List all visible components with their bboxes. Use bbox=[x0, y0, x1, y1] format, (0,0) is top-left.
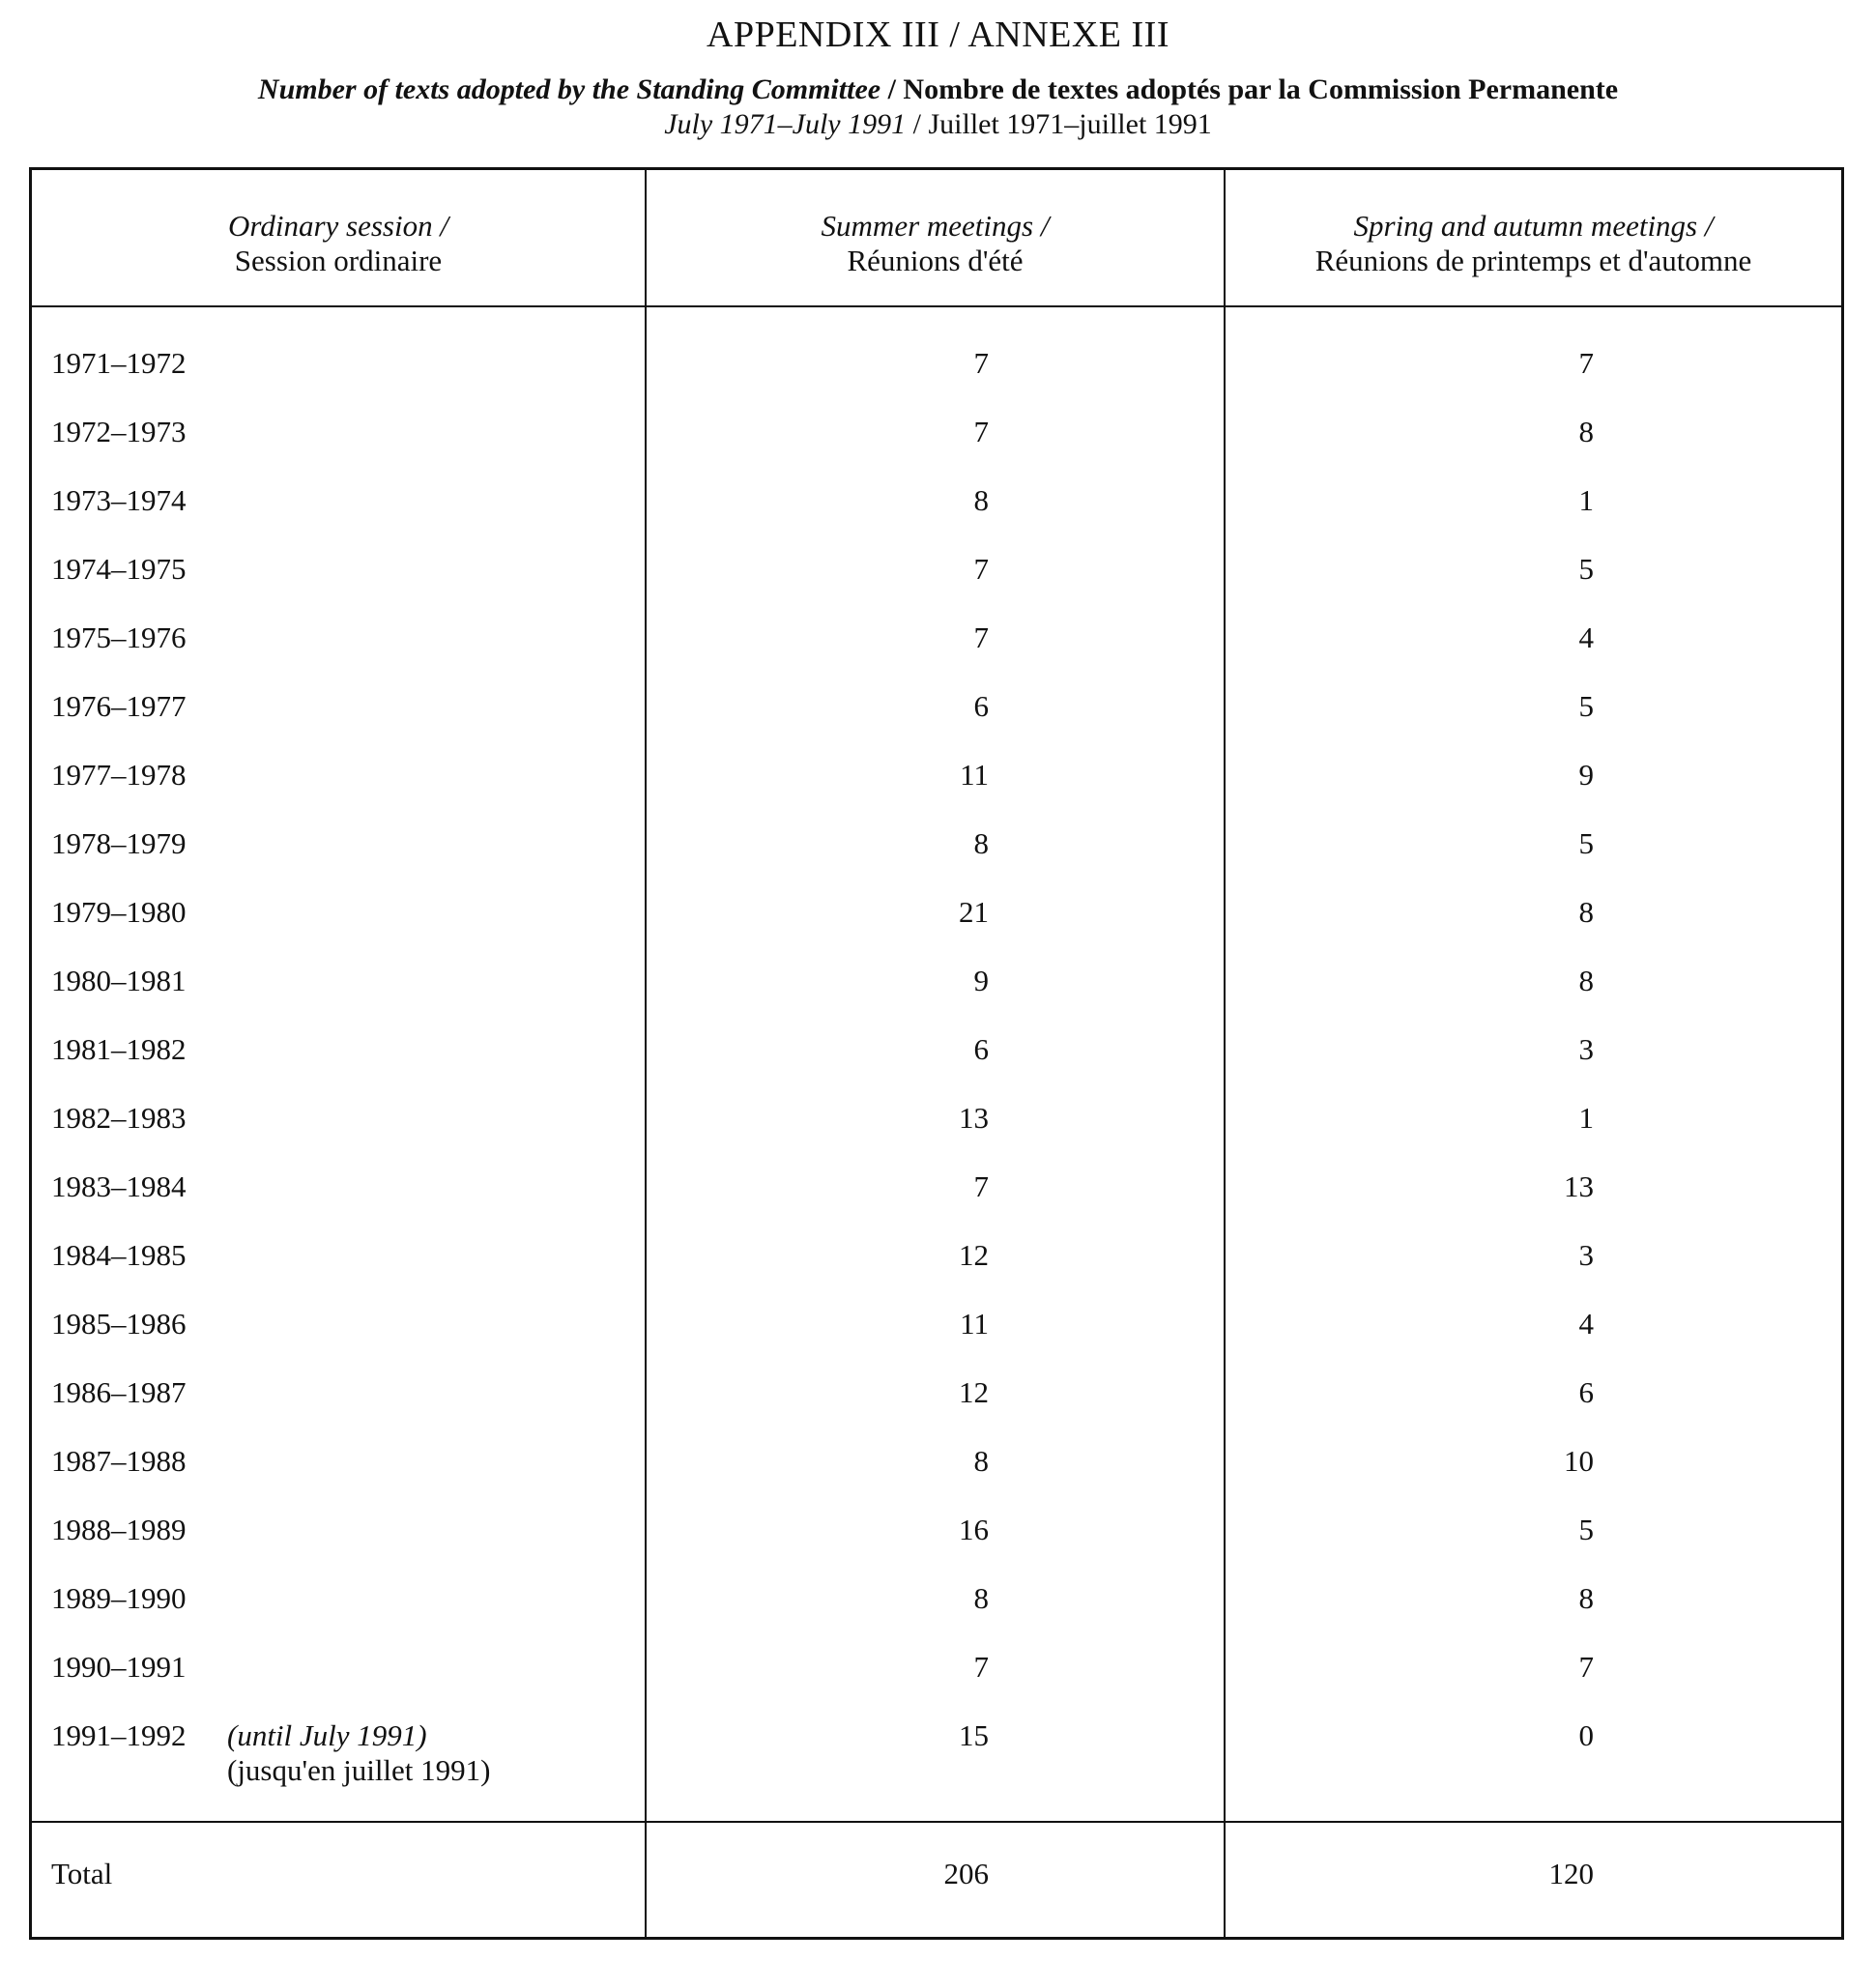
header-spring-autumn-meetings bbox=[1226, 209, 1841, 278]
session-cell: 1977–1978 bbox=[51, 758, 187, 792]
table-row bbox=[32, 1375, 1841, 1444]
table-row bbox=[32, 1581, 1841, 1650]
spring-autumn-cell: 7 bbox=[1578, 1650, 1594, 1684]
subtitle-separator: / bbox=[880, 73, 904, 105]
period-english: July 1971–July 1991 bbox=[664, 108, 907, 140]
summer-cell: 11 bbox=[960, 1307, 989, 1341]
summer-cell: 13 bbox=[959, 1101, 989, 1135]
table-row bbox=[32, 1444, 1841, 1513]
session-note-english: (until July 1991) bbox=[227, 1718, 427, 1752]
spring-autumn-cell: 10 bbox=[1564, 1444, 1594, 1478]
table-row bbox=[32, 1101, 1841, 1169]
summer-cell: 12 bbox=[959, 1375, 989, 1409]
header-en: Summer meetings / bbox=[821, 209, 1050, 243]
spring-autumn-cell: 13 bbox=[1564, 1169, 1594, 1203]
session-cell: 1981–1982 bbox=[51, 1032, 187, 1066]
total-spring: 120 bbox=[1548, 1857, 1594, 1890]
summer-cell: 21 bbox=[959, 895, 989, 929]
spring-autumn-cell: 5 bbox=[1578, 689, 1594, 723]
spring-autumn-cell: 6 bbox=[1578, 1375, 1594, 1409]
session-cell: 1979–1980 bbox=[51, 895, 187, 929]
summer-cell: 8 bbox=[973, 483, 989, 517]
spring-autumn-cell: 1 bbox=[1578, 1101, 1594, 1135]
table-row bbox=[32, 895, 1841, 964]
spring-autumn-cell: 3 bbox=[1578, 1238, 1594, 1272]
header-en: Ordinary session / bbox=[228, 209, 448, 243]
table-row bbox=[32, 689, 1841, 758]
session-cell: 1973–1974 bbox=[51, 483, 187, 517]
session-note-french: (jusqu'en juillet 1991) bbox=[227, 1753, 491, 1787]
session-cell: 1990–1991 bbox=[51, 1650, 187, 1684]
spring-autumn-cell: 0 bbox=[1578, 1718, 1594, 1752]
spring-autumn-cell: 3 bbox=[1578, 1032, 1594, 1066]
summer-cell: 7 bbox=[973, 620, 989, 654]
session-cell: 1975–1976 bbox=[51, 620, 187, 654]
table-row bbox=[32, 415, 1841, 483]
session-cell: 1980–1981 bbox=[51, 964, 187, 997]
period-separator: / bbox=[906, 108, 929, 140]
spring-autumn-cell: 1 bbox=[1578, 483, 1594, 517]
total-summer: 206 bbox=[943, 1857, 989, 1890]
session-cell: 1976–1977 bbox=[51, 689, 187, 723]
session-cell: 1986–1987 bbox=[51, 1375, 187, 1409]
spring-autumn-cell: 5 bbox=[1578, 1513, 1594, 1546]
session-cell: 1989–1990 bbox=[51, 1581, 187, 1615]
header-fr: Réunions d'été bbox=[847, 244, 1024, 277]
summer-cell: 7 bbox=[973, 415, 989, 448]
session-cell: 1991–1992 (until July 1991) (jusqu'en juillet 1991) bbox=[51, 1718, 491, 1787]
spring-autumn-cell: 8 bbox=[1578, 964, 1594, 997]
table-row bbox=[32, 1169, 1841, 1238]
header-fr: Session ordinaire bbox=[234, 244, 443, 277]
table-row bbox=[32, 1032, 1841, 1101]
session-cell: 1974–1975 bbox=[51, 552, 187, 586]
spring-autumn-cell: 8 bbox=[1578, 895, 1594, 929]
table-row bbox=[32, 1650, 1841, 1718]
table-row bbox=[32, 1718, 1841, 1787]
period-french: Juillet 1971–juillet 1991 bbox=[928, 108, 1212, 140]
summer-cell: 16 bbox=[959, 1513, 989, 1546]
total-label: Total bbox=[51, 1857, 113, 1890]
document-title: APPENDIX III / ANNEXE III bbox=[707, 14, 1169, 55]
table-row bbox=[32, 758, 1841, 826]
spring-autumn-cell: 7 bbox=[1578, 346, 1594, 380]
session-cell: 1982–1983 bbox=[51, 1101, 187, 1135]
document-subtitle bbox=[0, 73, 1876, 106]
header-summer-meetings bbox=[647, 209, 1224, 278]
header-en: Spring and autumn meetings / bbox=[1353, 209, 1714, 243]
table-row bbox=[32, 483, 1841, 552]
session-cell: 1972–1973 bbox=[51, 415, 187, 448]
table-row bbox=[32, 552, 1841, 620]
summer-cell: 6 bbox=[973, 689, 989, 723]
summer-cell: 6 bbox=[973, 1032, 989, 1066]
session-cell: 1985–1986 bbox=[51, 1307, 187, 1341]
summer-cell: 7 bbox=[973, 1650, 989, 1684]
spring-autumn-cell: 8 bbox=[1578, 1581, 1594, 1615]
summer-cell: 8 bbox=[973, 1581, 989, 1615]
session-cell: 1987–1988 bbox=[51, 1444, 187, 1478]
summer-cell: 11 bbox=[960, 758, 989, 792]
spring-autumn-cell: 5 bbox=[1578, 552, 1594, 586]
table-row bbox=[32, 1307, 1841, 1375]
table-row bbox=[32, 620, 1841, 689]
summer-cell: 7 bbox=[973, 346, 989, 380]
header-ordinary-session bbox=[32, 209, 645, 278]
total-divider bbox=[32, 1821, 1841, 1823]
summer-cell: 7 bbox=[973, 552, 989, 586]
session-cell: 1988–1989 bbox=[51, 1513, 187, 1546]
document-period bbox=[0, 108, 1876, 141]
summer-cell: 15 bbox=[959, 1718, 989, 1752]
subtitle-french: Nombre de textes adoptés par la Commission Permanente bbox=[903, 73, 1619, 105]
session-cell: 1971–1972 bbox=[51, 346, 187, 380]
texts-table bbox=[29, 167, 1844, 1940]
table-row bbox=[32, 964, 1841, 1032]
session-cell: 1983–1984 bbox=[51, 1169, 187, 1203]
spring-autumn-cell: 9 bbox=[1578, 758, 1594, 792]
summer-cell: 12 bbox=[959, 1238, 989, 1272]
spring-autumn-cell: 4 bbox=[1578, 620, 1594, 654]
summer-cell: 8 bbox=[973, 826, 989, 860]
table-row bbox=[32, 826, 1841, 895]
spring-autumn-cell: 5 bbox=[1578, 826, 1594, 860]
header-divider bbox=[32, 305, 1841, 307]
table-row bbox=[32, 1238, 1841, 1307]
summer-cell: 7 bbox=[973, 1169, 989, 1203]
header-fr: Réunions de printemps et d'automne bbox=[1314, 244, 1752, 277]
summer-cell: 9 bbox=[973, 964, 989, 997]
spring-autumn-cell: 8 bbox=[1578, 415, 1594, 448]
session-cell: 1984–1985 bbox=[51, 1238, 187, 1272]
session-cell: 1978–1979 bbox=[51, 826, 187, 860]
summer-cell: 8 bbox=[973, 1444, 989, 1478]
spring-autumn-cell: 4 bbox=[1578, 1307, 1594, 1341]
table-row bbox=[32, 346, 1841, 415]
table-row bbox=[32, 1513, 1841, 1581]
subtitle-english: Number of texts adopted by the Standing Committee bbox=[257, 73, 881, 105]
